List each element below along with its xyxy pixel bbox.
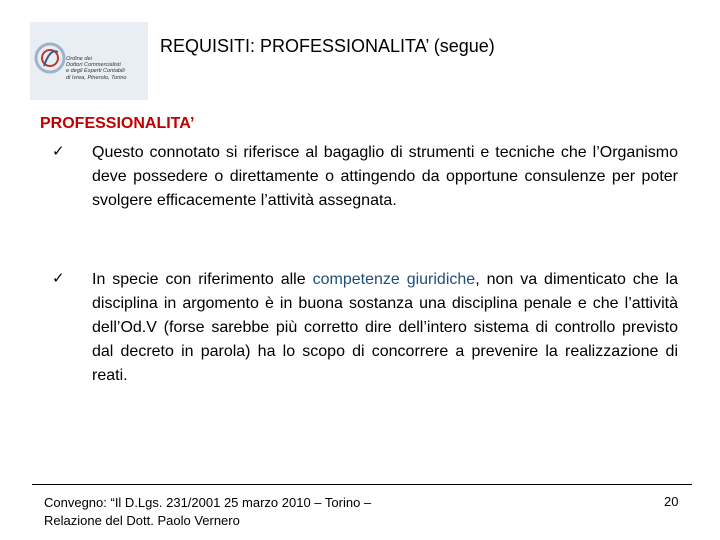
slide-title: REQUISITI: PROFESSIONALITA’ (segue)	[160, 36, 495, 56]
checkmark-icon: ✓	[52, 270, 65, 287]
footer-line: Relazione del Dott. Paolo Vernero	[44, 513, 240, 528]
logo-line: Ordine dei	[66, 56, 92, 62]
logo	[30, 22, 148, 100]
bullet-text: Questo connotato si riferisce al bagaglio di strumenti e tecniche che l’Organismo deve possedere o direttamente o attingendo da opportune consulenze per poter svolgere efficacemente l’attività assegnata.	[92, 144, 678, 209]
highlighted-term: competenze giuridiche	[312, 271, 476, 288]
bullet-text-after: , non va dimenticato che la disciplina in argomento è in buona sostanza una disciplina penale e che l’attività dell’Od.V (forse sarebbe più corretto dire dell’intero sistema di controllo previsto dal decreto in parola) ha lo scopo di concorrere a prevenire la realizzazione di reati.	[92, 271, 679, 384]
logo-line: di Ivrea, Pinerolo, Torino	[66, 74, 127, 81]
footer-line: Convegno: “Il D.Lgs. 231/2001 25 marzo 2010 – Torino –	[44, 495, 372, 510]
footer-citation	[44, 494, 371, 530]
bullet-text-before: In specie con riferimento alle	[92, 271, 313, 288]
section-title: PROFESSIONALITA’	[40, 115, 195, 132]
logo-text	[66, 56, 126, 81]
logo-line: e degli Esperti Contabili	[66, 68, 125, 75]
logo-line: Dottori Commercialisti	[66, 62, 121, 69]
page-number: 20	[664, 494, 679, 509]
checkmark-icon: ✓	[52, 143, 65, 160]
bullet-text	[92, 268, 678, 388]
footer-divider	[32, 484, 692, 485]
